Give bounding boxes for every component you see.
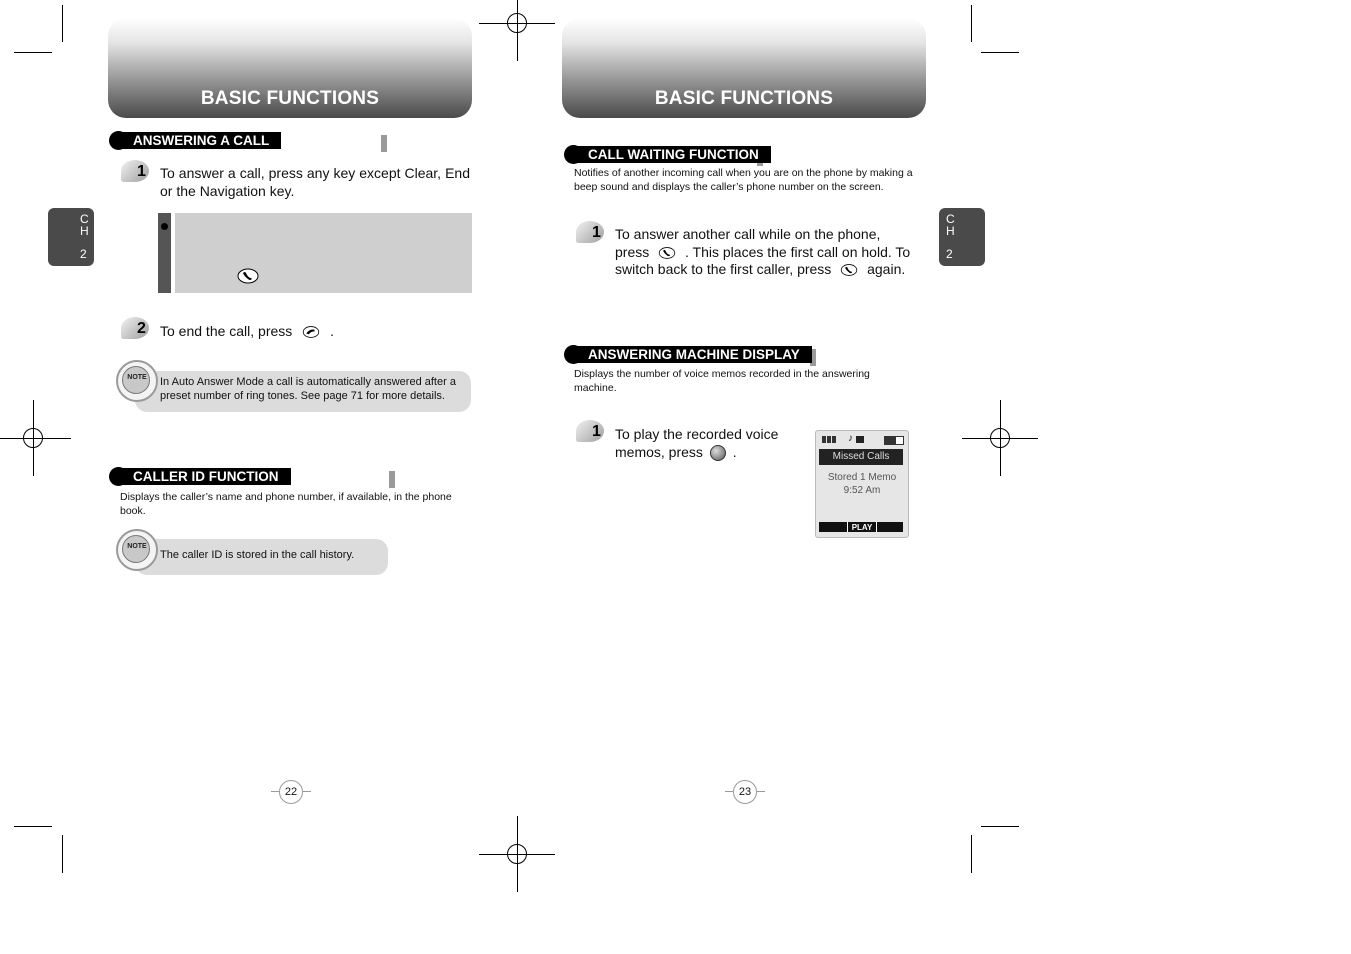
section-heading-label: ANSWERING A CALL [119,132,281,149]
voicemail-icon [856,436,864,443]
section-heading-label: CALLER ID FUNCTION [119,468,291,485]
crop-mark [14,52,52,53]
chapter-tab-c: C [80,212,89,226]
step-text-part: To play the recorded voice memos, press [615,426,779,460]
crop-mark [971,835,972,873]
chapter-tab-c: C [946,212,955,226]
section-heading [109,467,299,487]
step-text-part: To end the call, press [160,323,293,339]
section-heading-label: CALL WAITING FUNCTION [574,146,771,163]
section-description: Displays the number of voice memos recorded in the answering machine. [574,368,870,394]
send-key-icon [236,267,260,285]
crop-mark [14,826,52,827]
signal-icon [822,436,836,443]
chapter-tab-number: 2 [946,247,953,261]
crop-mark [971,5,972,42]
step-text-part: To answer another call while on the phone, press [615,226,881,260]
ringer-icon: ♪ [848,433,853,444]
page-header [108,18,472,118]
note-box [135,371,471,412]
note-icon: NOTE [116,360,158,402]
step-number: 1 [576,221,608,247]
chapter-tab-number: 2 [80,247,87,261]
step-text-part: . This places the first call on hold. To switch back to the first caller, press [615,243,911,277]
crop-mark [62,835,63,873]
send-key-icon [838,263,860,277]
note-box [135,539,388,575]
page-header [562,18,926,118]
chapter-tab-h: H [946,224,955,238]
page-number: 23 [733,780,757,804]
send-key-icon [656,246,678,260]
status-bar [820,434,904,446]
bullet [161,223,168,230]
note-text: The caller ID is stored in the call history. [160,549,355,561]
end-key-icon [300,325,322,339]
step-text [615,426,805,461]
registration-mark [479,816,555,892]
step-number: 2 [121,317,153,343]
tip-box-body [175,213,472,293]
step-text-part: again. [867,261,906,277]
chapter-tab-h: H [80,224,89,238]
step-text: To answer a call, press any key except Clear, End or the Navigation key. [160,165,470,199]
screen-line-1: Stored 1 Memo [827,472,897,483]
chapter-tab [939,208,985,266]
tip-box [158,213,472,293]
step-number: 1 [121,160,153,186]
softkey-play[interactable]: PLAY [847,522,877,532]
page-title: BASIC FUNCTIONS [200,88,380,109]
screen-line-2: 9:52 Am [843,485,881,496]
section-heading [564,145,774,165]
crop-mark [981,826,1019,827]
registration-mark [962,400,1038,476]
page-title: BASIC FUNCTIONS [654,88,834,109]
registration-mark [479,0,555,61]
section-description: Notifies of another incoming call when you are on the phone by making a beep sound and displays the caller’s phone number on the screen. [574,167,913,193]
step-text [615,226,915,279]
crop-mark [62,5,63,42]
step-text [160,323,470,341]
step-number: 1 [576,420,608,446]
section-heading [564,345,824,365]
section-description: Displays the caller’s name and phone number, if available, in the phone book. [120,491,452,517]
phone-screen [815,430,909,538]
softkey-bar [819,522,903,532]
ok-key-icon [710,445,726,461]
step-text-end: . [732,443,737,460]
step-text-end: . [330,323,334,339]
page-number: 22 [279,780,303,804]
screen-title: Missed Calls [819,449,903,465]
battery-icon [884,436,904,445]
note-icon: NOTE [116,529,158,571]
chapter-tab [48,208,94,266]
crop-mark [981,52,1019,53]
note-text: In Auto Answer Mode a call is automatically answered after a preset number of ring tones. See page 71 for more details. [160,376,456,402]
registration-mark [0,400,71,476]
section-heading-label: ANSWERING MACHINE DISPLAY [574,346,812,363]
section-heading [109,131,289,151]
